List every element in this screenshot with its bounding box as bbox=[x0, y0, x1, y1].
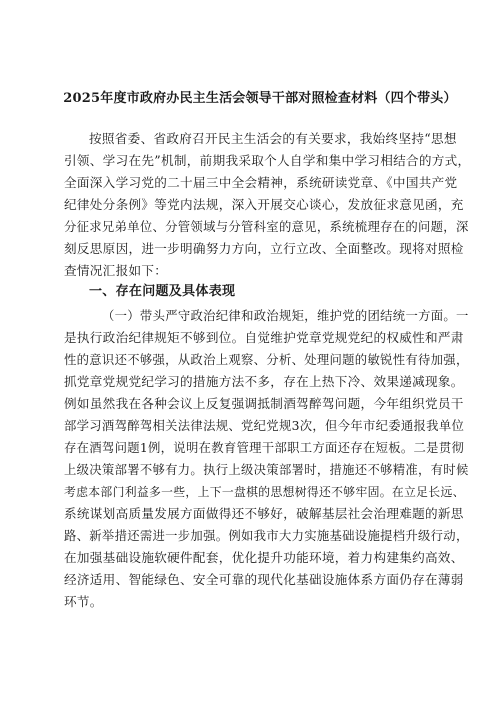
body-line: 环节。 bbox=[64, 594, 103, 609]
intro-line: 全面深入学习党的二十届三中全会精神，系统研读党章、《中国共产党 bbox=[64, 175, 458, 190]
body-line: 存在酒驾问题1例，说明在教育管理干部职工方面还存在短板。二是贯彻 bbox=[64, 441, 465, 455]
intro-line: 纪律处分条例》等党内法规，深入开展交心谈心，发放征求意见函，充 bbox=[64, 197, 464, 212]
body-line: （一）带头严守政治纪律和政治规矩，维护党的团结统一方面。一 bbox=[102, 309, 469, 323]
body-line: 考虑本部门利益多一些，上下一盘棋的思想树得还不够牢固。在立足长远、 bbox=[64, 485, 465, 499]
body-line: 抓党章党规党纪学习的措施方法不多，存在上热下冷、效果递减现象。 bbox=[64, 374, 464, 389]
body-line: 是执行政治纪律规矩不够到位。自觉维护党章党规党纪的权威性和严肃 bbox=[64, 330, 464, 345]
intro-line: 刻反思原因，进一步明确努力方向，立行立改、全面整改。现将对照检 bbox=[64, 241, 464, 256]
intro-line: 查情况汇报如下： bbox=[64, 263, 168, 278]
section-heading: 一、存在问题及具体表现 bbox=[89, 284, 236, 299]
body-line: 性的意识还不够强，从政治上观察、分析、处理问题的敏锐性有待加强， bbox=[64, 353, 469, 367]
body-line: 上级决策部署不够有力。执行上级决策部署时，措施还不够精准，有时候 bbox=[64, 463, 469, 477]
body-line: 系统谋划高质量发展方面做得还不够好，破解基层社会治理难题的新思 bbox=[64, 506, 464, 521]
document-title: 2025年度市政府办民主生活会领导干部对照检查材料（四个带头） bbox=[63, 91, 457, 106]
body-line: 例如虽然我在各种会议上反复强调抵制酒驾醉驾问题，今年组织党员干 bbox=[64, 396, 464, 411]
body-line: 路、新举措还需进一步加强。例如我市大力实施基础设施提档升级行动， bbox=[64, 529, 469, 543]
body-line: 经济适用、智能绿色、安全可靠的现代化基础设施体系方面仍存在薄弱 bbox=[64, 572, 464, 587]
intro-line: 引领、学习在先”机制，前期我采取个人自学和集中学习相结合的方式， bbox=[64, 153, 471, 168]
body-line: 部学习酒驾醉驾相关法律法规、党纪党规3次，但今年市纪委通报我单位 bbox=[64, 419, 465, 433]
body-line: 在加强基础设施软硬件配套，优化提升功能环境，着力构建集约高效、 bbox=[64, 550, 464, 565]
intro-line: 按照省委、省政府召开民主生活会的有关要求，我始终坚持“思想 bbox=[89, 131, 457, 146]
intro-line: 分征求兄弟单位、分管领域与分管科室的意见，系统梳理存在的问题，深 bbox=[64, 220, 469, 234]
